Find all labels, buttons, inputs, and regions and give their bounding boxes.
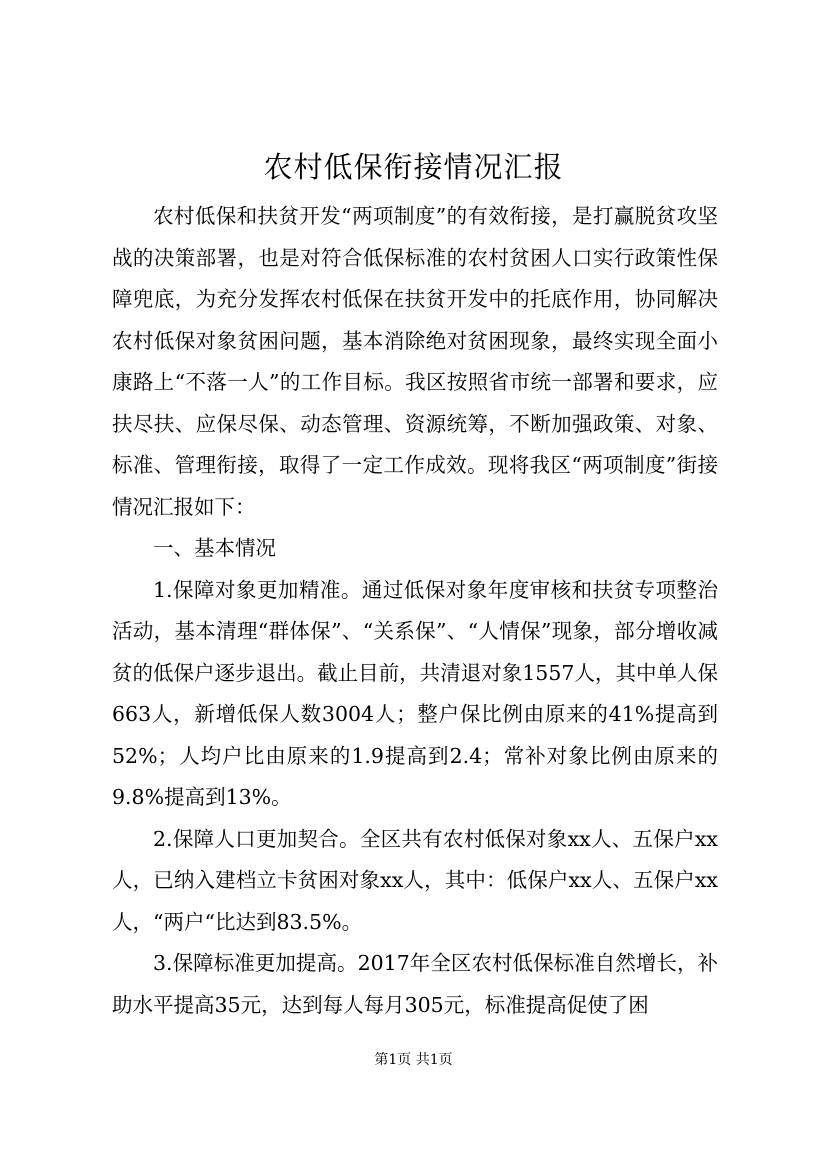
document-body — [112, 196, 718, 1026]
document-title: 农村低保衔接情况汇报 — [263, 150, 564, 184]
page-footer: 第1页 共1页 — [374, 1052, 453, 1068]
paragraph-item-2: 2.保障人口更加契合。全区共有农村低保对象xx人、五保户xx人，已纳入建档立卡贫困对象xx人，其中：低保户xx人、五保户xx人，“两户“比达到83.5%。 — [112, 826, 718, 934]
paragraph-item-3: 3.保障标准更加提高。2017年全区农村低保标准自然增长，补助水平提高35元，达到每人每月305元，标准提高促使了困 — [112, 951, 718, 1017]
paragraph-intro: 农村低保和扶贫开发“两项制度”的有效衔接，是打赢脱贫攻坚战的决策部署，也是对符合低保标准的农村贫困人口实行政策性保障兜底，为充分发挥农村低保在扶贫开发中的托底作用，协同解决农村低保对象贫困问题，基本消除绝对贫困现象，最终实现全面小康路上“不落一人”的工作目标。我区按照省市统一部署和要求，应扶尽扶、应保尽保、动态管理、资源统筹，不断加强政策、对象、标准、管理衔接，取得了一定工作成效。现将我区“两项制度”街接情况汇报如下： — [112, 204, 718, 519]
section-heading-basic-situation: 一、基本情况 — [153, 536, 276, 560]
paragraph-item-1: 1.保障对象更加精准。通过低保对象年度审核和扶贫专项整治活动，基本清理“群体保”、“关系保”、“人情保”现象，部分增收减贫的低保户逐步退出。截止目前，共清退对象1557人，其中单人保663人，新增低保人数3004人；整户保比例由原来的41%提高到52%；人均户比由原来的1.9提高到2.4；常补对象比例由原来的9.8%提高到13%。 — [112, 577, 718, 809]
